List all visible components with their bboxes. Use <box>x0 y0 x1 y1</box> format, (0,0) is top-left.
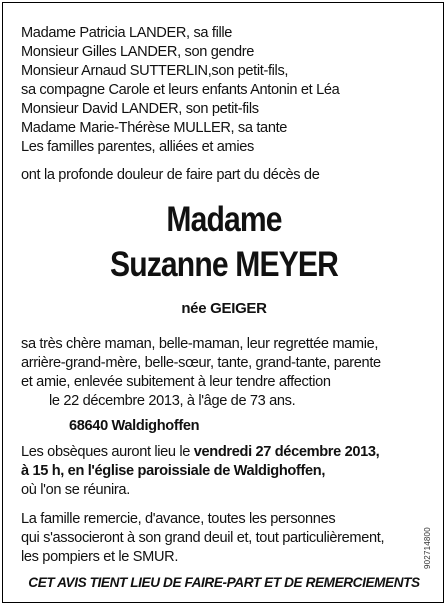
description-line: et amie, enlevée subitement à leur tendre affection <box>21 374 331 390</box>
thanks-line: La famille remercie, d'avance, toutes les personnes <box>21 511 336 527</box>
funeral-intro: Les obsèques auront lieu le <box>21 444 194 460</box>
reference-number: 902714800 <box>423 527 432 569</box>
family-member: Les familles parentes, alliées et amies <box>21 139 254 155</box>
thanks-line: les pompiers et le SMUR. <box>21 549 179 565</box>
announcement-text: ont la profonde douleur de faire part du décès de <box>21 167 320 183</box>
footer-notice: CET AVIS TIENT LIEU DE FAIRE-PART ET DE REMERCIEMENTS <box>28 575 420 590</box>
description-line: le 22 décembre 2013, à l'âge de 73 ans. <box>49 393 296 409</box>
deceased-name: Suzanne MEYER <box>109 245 338 284</box>
funeral-location <box>21 462 431 481</box>
description <box>21 335 431 411</box>
funeral-gathering: où l'on se réunira. <box>21 482 130 498</box>
family-member: Monsieur David LANDER, son petit-fils <box>21 101 259 117</box>
maiden-name: née GEIGER <box>181 300 267 317</box>
family-member: Madame Marie-Thérèse MULLER, sa tante <box>21 120 288 136</box>
funeral-line <box>21 443 431 462</box>
family-list <box>21 24 421 157</box>
city-address: 68640 Waldighoffen <box>69 418 200 434</box>
deceased-title: Madame <box>166 200 282 239</box>
family-member: Monsieur Gilles LANDER, son gendre <box>21 44 255 60</box>
family-member: Madame Patricia LANDER, sa fille <box>21 25 233 41</box>
thanks-text <box>21 510 431 567</box>
thanks-line: qui s'associeront à son grand deuil et, tout particulièrement, <box>21 530 385 546</box>
description-line: arrière-grand-mère, belle-sœur, tante, grand-tante, parente <box>21 355 381 371</box>
funeral-details <box>21 443 431 500</box>
funeral-place: à 15 h, en l'église paroissiale de Waldighoffen, <box>21 463 326 479</box>
description-line: sa très chère maman, belle-maman, leur regrettée mamie, <box>21 336 379 352</box>
death-notice <box>2 2 444 603</box>
family-member: sa compagne Carole et leurs enfants Antonin et Léa <box>21 82 340 98</box>
funeral-date: vendredi 27 décembre 2013, <box>193 444 380 460</box>
family-member: Monsieur Arnaud SUTTERLIN,son petit-fils, <box>21 63 289 79</box>
